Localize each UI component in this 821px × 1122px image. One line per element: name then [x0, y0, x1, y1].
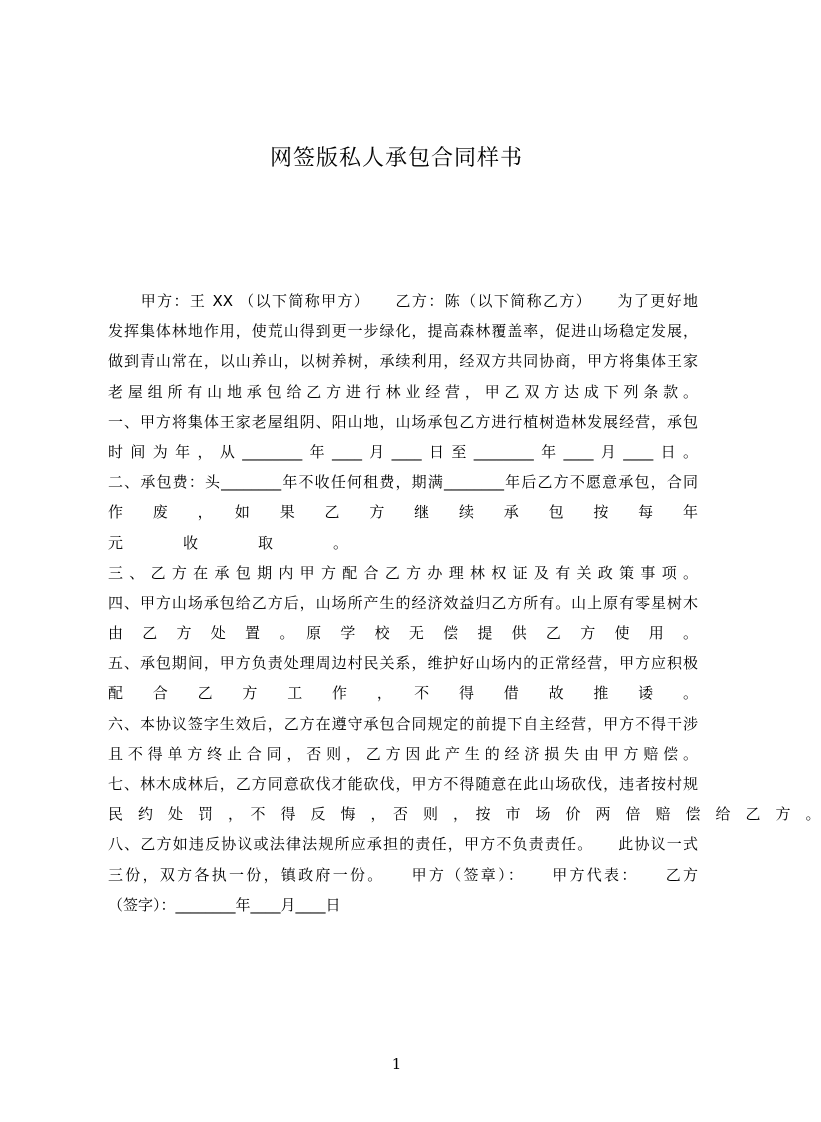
- body-line: 二、承包费：头________年不收任何租费，期满________年后乙方不愿意承包，合同: [108, 473, 698, 492]
- document-title: 网签版私人承包合同样书: [269, 146, 523, 171]
- body-line: 七、林木成林后，乙方同意砍伐才能砍伐，甲方不得随意在此山场砍伐，违者按村规: [108, 775, 698, 793]
- contract-body: [108, 286, 821, 920]
- body-line: 配 合 乙 方 工 作 ， 不 得 借 故 推 诿 。: [108, 684, 698, 703]
- body-line: 四、甲方山场承包给乙方后，山场所产生的经济效益归乙方所有。山上原有零星树木: [108, 593, 698, 612]
- body-line: 一、甲方将集体王家老屋组阴、阳山地，山场承包乙方进行植树造林发展经营，承包: [108, 412, 698, 431]
- body-line: 民 约 处 罚 ， 不 得 反 悔 ， 否 则 ， 按 市 场 价 两 倍 赔 偿 给 乙 方 。: [108, 805, 821, 824]
- body-line: 时间为年，从________年____月____日至________年____月____日。: [108, 442, 698, 461]
- body-line: 五、承包期间，甲方负责处理周边村民关系，维护好山场内的正常经营，甲方应积极: [108, 654, 698, 673]
- body-line: 做到青山常在，以山养山，以树养树，承续利用，经双方共同协商，甲方将集体王家: [108, 352, 698, 371]
- body-line: 老屋组所有山地承包给乙方进行林业经营，甲乙双方达成下列条款。: [108, 382, 698, 401]
- body-line: 作 废 ， 如 果 乙 方 继 续 承 包 按 每 年: [108, 503, 698, 522]
- body-line: 三份，双方各执一份，镇政府一份。 甲方（签章）： 甲方代表： 乙方: [108, 865, 698, 884]
- body-line: （签字）：________年____月____日: [108, 895, 341, 914]
- page-number: 1: [391, 1055, 402, 1073]
- body-line: 六、本协议签字生效后，乙方在遵守承包合同规定的前提下自主经营，甲方不得干涉: [108, 714, 698, 733]
- body-line: 甲方：王 XX （以下简称甲方） 乙方：陈（以下简称乙方） 为了更好地: [108, 292, 698, 310]
- body-line: 由 乙 方 处 置 。 原 学 校 无 偿 提 供 乙 方 使 用 。: [108, 624, 698, 643]
- body-line: 且不得单方终止合同，否则，乙方因此产生的经济损失由甲方赔偿。: [108, 744, 698, 763]
- body-line: 发挥集体林地作用，使荒山得到更一步绿化，提高森林覆盖率，促进山场稳定发展，: [108, 322, 698, 341]
- body-line: 元 收 取 。: [108, 533, 349, 552]
- body-line: 八、乙方如违反协议或法律法规所应承担的责任，甲方不负责责任。 此协议一式: [108, 835, 698, 854]
- body-line: 三、乙方在承包期内甲方配合乙方办理林权证及有关政策事项。: [108, 563, 698, 582]
